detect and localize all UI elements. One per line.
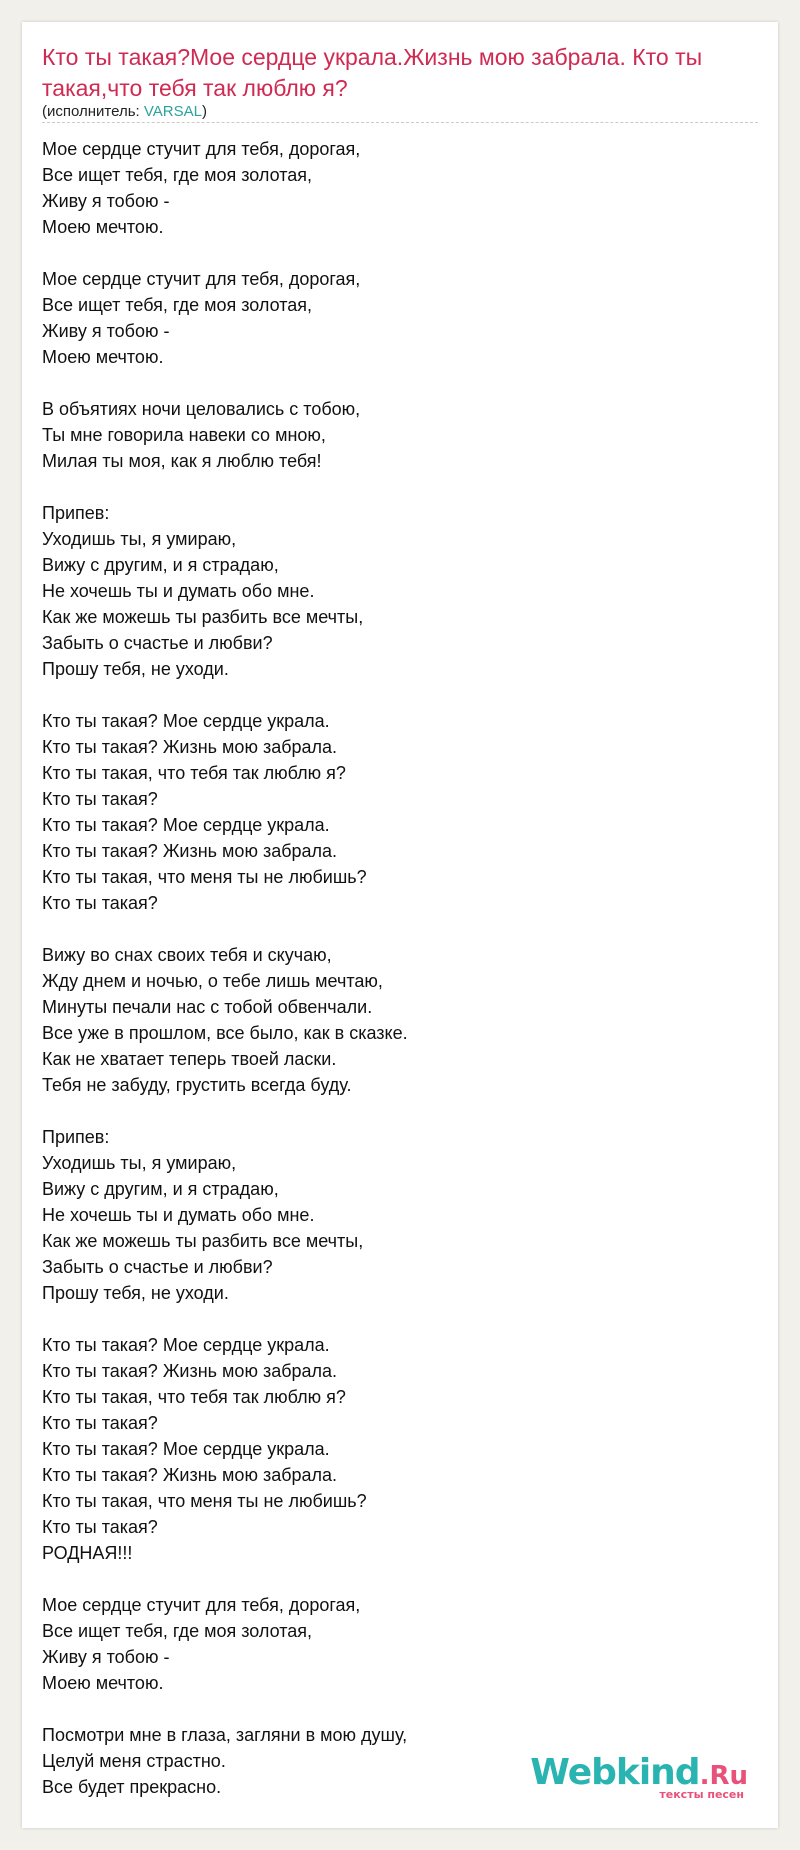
lyric-line: Мое сердце стучит для тебя, дорогая, bbox=[42, 1595, 361, 1615]
lyric-line: Посмотри мне в глаза, загляни в мою душу, bbox=[42, 1725, 408, 1745]
artist-prefix: (исполнитель: bbox=[42, 103, 144, 120]
lyric-line: Кто ты такая? Мое сердце украла. bbox=[42, 1439, 330, 1459]
lyric-line: Моею мечтою. bbox=[42, 347, 164, 367]
lyric-line: Милая ты моя, как я люблю тебя! bbox=[42, 451, 322, 471]
lyric-line: Уходишь ты, я умираю, bbox=[42, 1153, 237, 1173]
lyric-line bbox=[42, 474, 758, 500]
lyric-line: Мое сердце стучит для тебя, дорогая, bbox=[42, 139, 361, 159]
lyric-line bbox=[42, 682, 758, 708]
lyric-line: Вижу с другим, и я страдаю, bbox=[42, 1179, 279, 1199]
lyric-line: Прошу тебя, не уходи. bbox=[42, 659, 229, 679]
lyrics-text bbox=[42, 136, 758, 1800]
lyric-line: Целуй меня страстно. bbox=[42, 1751, 226, 1771]
lyric-line: Припев: bbox=[42, 1127, 110, 1147]
lyric-line: Тебя не забуду, грустить всегда буду. bbox=[42, 1075, 352, 1095]
lyric-line: Моею мечтою. bbox=[42, 1673, 164, 1693]
lyric-line: Мое сердце стучит для тебя, дорогая, bbox=[42, 269, 361, 289]
lyric-line: Кто ты такая? bbox=[42, 1517, 158, 1537]
lyric-line: Все ищет тебя, где моя золотая, bbox=[42, 165, 313, 185]
lyric-line: В объятиях ночи целовались с тобою, bbox=[42, 399, 361, 419]
lyric-line: РОДНАЯ!!! bbox=[42, 1543, 133, 1563]
lyric-line: Не хочешь ты и думать обо мне. bbox=[42, 581, 315, 601]
lyric-line: Кто ты такая? Жизнь мою забрала. bbox=[42, 1465, 338, 1485]
lyric-line: Кто ты такая? bbox=[42, 893, 158, 913]
lyric-line bbox=[42, 1098, 758, 1124]
lyric-line: Кто ты такая? Жизнь мою забрала. bbox=[42, 737, 338, 757]
lyric-line: Все ищет тебя, где моя золотая, bbox=[42, 295, 313, 315]
lyric-line: Кто ты такая? Мое сердце украла. bbox=[42, 1335, 330, 1355]
lyric-line: Не хочешь ты и думать обо мне. bbox=[42, 1205, 315, 1225]
lyric-line: Вижу во снах своих тебя и скучаю, bbox=[42, 945, 332, 965]
artist-link[interactable]: VARSAL bbox=[143, 103, 202, 120]
lyric-line: Все ищет тебя, где моя золотая, bbox=[42, 1621, 313, 1641]
lyric-line: Кто ты такая, что меня ты не любишь? bbox=[42, 1491, 367, 1511]
lyric-line bbox=[42, 1696, 758, 1722]
artist-suffix: ) bbox=[201, 103, 207, 120]
lyric-line: Все будет прекрасно. bbox=[42, 1777, 222, 1797]
lyric-line: Как же можешь ты разбить все мечты, bbox=[42, 607, 364, 627]
lyric-line bbox=[42, 1566, 758, 1592]
lyric-line bbox=[42, 1306, 758, 1332]
lyric-line: Живу я тобою - bbox=[42, 1647, 170, 1667]
artist-line bbox=[42, 103, 207, 121]
lyric-line: Припев: bbox=[42, 503, 110, 523]
lyric-line: Живу я тобою - bbox=[42, 321, 170, 341]
song-title: Кто ты такая?Мое сердце украла.Жизнь мою забрала. Кто ты такая,что тебя так люблю я? bbox=[42, 44, 703, 101]
lyric-line: Моею мечтою. bbox=[42, 217, 164, 237]
lyric-line: Ты мне говорила навеки со мною, bbox=[42, 425, 326, 445]
lyric-line: Уходишь ты, я умираю, bbox=[42, 529, 237, 549]
lyric-line: Жду днем и ночью, о тебе лишь мечтаю, bbox=[42, 971, 383, 991]
lyric-line: Кто ты такая? Мое сердце украла. bbox=[42, 711, 330, 731]
site-logo[interactable] bbox=[530, 1752, 748, 1801]
lyric-line: Как же можешь ты разбить все мечты, bbox=[42, 1231, 364, 1251]
lyric-line bbox=[42, 370, 758, 396]
lyric-line: Минуты печали нас с тобой обвенчали. bbox=[42, 997, 373, 1017]
logo-tagline: тексты песен bbox=[659, 1788, 744, 1801]
title-divider bbox=[42, 122, 758, 123]
lyric-line: Забыть о счастье и любви? bbox=[42, 633, 273, 653]
logo-name: Webkind bbox=[530, 1752, 700, 1793]
lyric-line: Прошу тебя, не уходи. bbox=[42, 1283, 229, 1303]
logo-tld: .Ru bbox=[699, 1761, 748, 1791]
lyric-line: Кто ты такая? Жизнь мою забрала. bbox=[42, 1361, 338, 1381]
lyric-line: Забыть о счастье и любви? bbox=[42, 1257, 273, 1277]
lyric-line: Кто ты такая, что тебя так люблю я? bbox=[42, 1387, 346, 1407]
lyric-line bbox=[42, 240, 758, 266]
lyric-line: Кто ты такая, что тебя так люблю я? bbox=[42, 763, 346, 783]
lyric-line: Все уже в прошлом, все было, как в сказке. bbox=[42, 1023, 408, 1043]
lyric-line: Кто ты такая, что меня ты не любишь? bbox=[42, 867, 367, 887]
lyric-line: Кто ты такая? Мое сердце украла. bbox=[42, 815, 330, 835]
lyric-line: Кто ты такая? bbox=[42, 789, 158, 809]
lyric-line: Кто ты такая? Жизнь мою забрала. bbox=[42, 841, 338, 861]
lyric-line: Кто ты такая? bbox=[42, 1413, 158, 1433]
lyric-line: Вижу с другим, и я страдаю, bbox=[42, 555, 279, 575]
lyrics-page bbox=[22, 22, 778, 1828]
lyric-line: Живу я тобою - bbox=[42, 191, 170, 211]
lyric-line bbox=[42, 916, 758, 942]
lyric-line: Как не хватает теперь твоей ласки. bbox=[42, 1049, 337, 1069]
